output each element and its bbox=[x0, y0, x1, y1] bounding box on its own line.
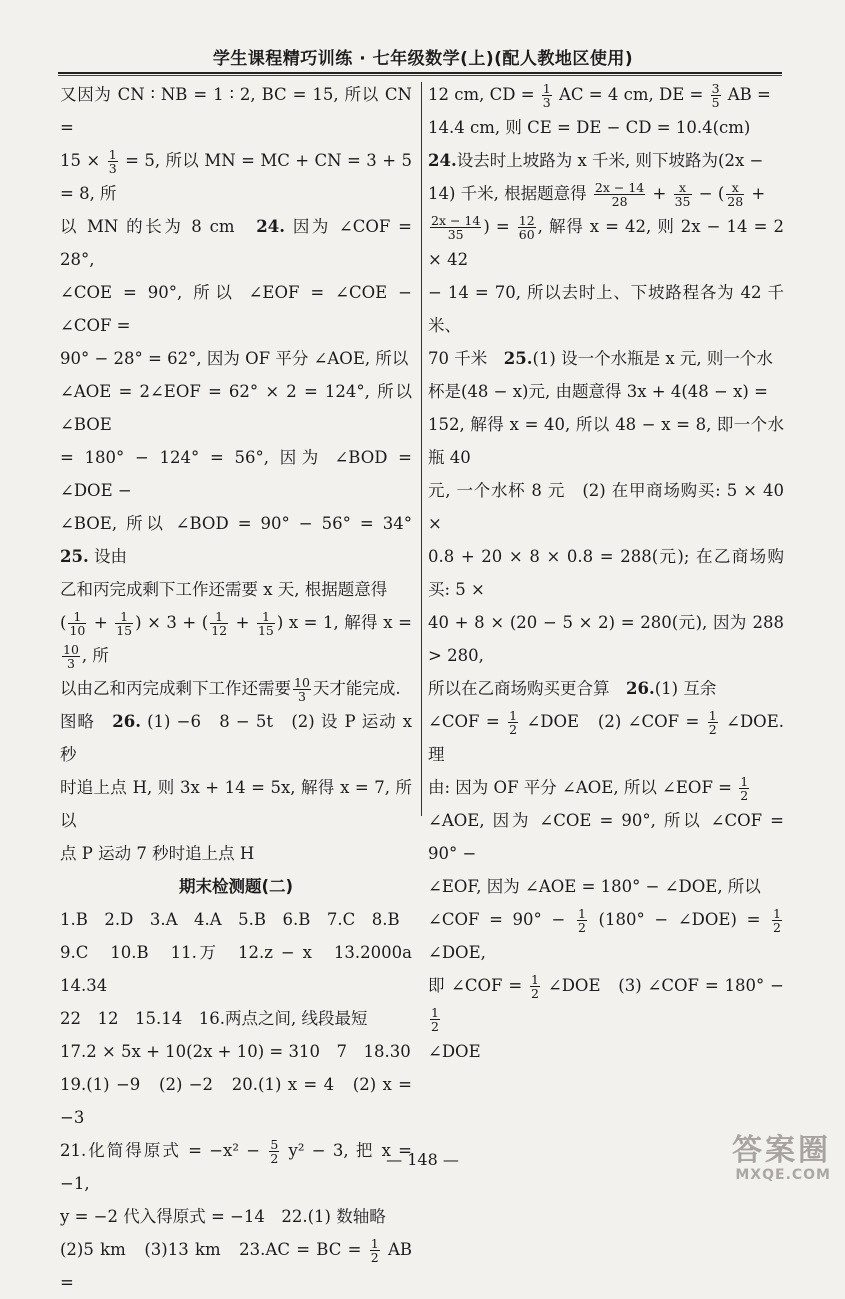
answer-line: y = −2 代入得原式 = −14 22.(1) 数轴略 bbox=[60, 1207, 386, 1226]
answer-line: 21.化简得原式 = −x² − $\frac{5}{2}$ y² − 3, 把 x = −1, bbox=[60, 1137, 412, 1193]
text-line: ∠COF = 90° − $\frac{1}{2}$ (180° − ∠DOE) = $\frac{1}{2}$ ∠DOE, bbox=[428, 906, 781, 962]
text-line: 14.4 cm, 则 CE = DE − CD = 10.4(cm) bbox=[428, 118, 751, 137]
watermark-url: MXQE.COM bbox=[735, 1167, 831, 1183]
question-number: 26. bbox=[112, 712, 141, 731]
fraction: $\frac{1}{15}$ bbox=[116, 609, 133, 638]
text-line: ∠COE = 90°, 所以 ∠EOF = ∠COE − ∠COF = bbox=[60, 283, 412, 335]
text-line: $\frac{2x - 14}{35}$ ) = $\frac{12}{60}$ , 解得 x = 42, 则 2x − 14 = 2 × 42 bbox=[428, 213, 784, 269]
fraction: $\frac{1}{2}$ bbox=[431, 1005, 439, 1034]
answer-line: 17.2 × 5x + 10(2x + 10) = 310 7 18.30 bbox=[60, 1042, 411, 1061]
watermark-logo bbox=[732, 1133, 831, 1183]
text-line: 152, 解得 x = 40, 所以 48 − x = 8, 即一个水瓶 40 bbox=[428, 415, 784, 467]
answer-line: 1.B 2.D 3.A 4.A 5.B 6.B 7.C 8.B bbox=[60, 910, 400, 929]
fraction: $\frac{1}{3}$ bbox=[542, 81, 551, 110]
text-line: 12 cm, CD = $\frac{1}{3}$ AC = 4 cm, DE = $\frac{3}{5}$ AB = bbox=[428, 81, 771, 110]
text-line: ( $\frac{1}{10}$ + $\frac{1}{15}$ ) × 3 + ( $\frac{1}{12}$ + $\frac{1}{15}$ ) x = 1, 解得 x = $\frac{10}{3}$ , 所 bbox=[60, 609, 412, 671]
question-number: 25. bbox=[503, 349, 533, 368]
text-line: 即 ∠COF = $\frac{1}{2}$ ∠DOE (3) ∠COF = 180° − $\frac{1}{2}$ bbox=[428, 972, 784, 1034]
fraction: $\frac{1}{2}$ bbox=[740, 774, 749, 803]
fraction: $\frac{1}{3}$ bbox=[108, 147, 117, 176]
text-line: 图略 26. (1) −6 8 − 5t (2) 设 P 运动 x 秒 bbox=[60, 712, 412, 764]
text-line: 0.8 + 20 × 8 × 0.8 = 288(元); 在乙商场购买: 5 × bbox=[428, 547, 784, 599]
text-line: 时追上点 H, 则 3x + 14 = 5x, 解得 x = 7, 所以 bbox=[60, 778, 412, 830]
fraction: $\frac{2x - 14}{28}$ bbox=[594, 180, 645, 209]
answer-line: 22 12 15.14 16.两点之间, 线段最短 bbox=[60, 1009, 368, 1028]
text-line: − 14 = 70, 所以去时上、下坡路程各为 42 千米、 bbox=[428, 283, 784, 335]
text-line: 90° − 28° = 62°, 因为 OF 平分 ∠AOE, 所以 bbox=[60, 349, 409, 368]
text-line: 40 + 8 × (20 − 5 × 2) = 280(元), 因为 288 > 280, bbox=[428, 613, 784, 665]
section-title: 期末检测题(二) bbox=[178, 877, 294, 896]
text-line: 所以在乙商场购买更合算 26.(1) 互余 bbox=[428, 679, 717, 698]
text-line: ∠COF = $\frac{1}{2}$ ∠DOE (2) ∠COF = $\frac{1}{2}$ ∠DOE. 理 bbox=[428, 708, 784, 764]
right-column bbox=[428, 78, 784, 1068]
fraction: $\frac{12}{60}$ bbox=[518, 213, 535, 242]
fraction: $\frac{1}{12}$ bbox=[211, 609, 228, 638]
fraction: $\frac{1}{2}$ bbox=[509, 708, 518, 737]
text-line: = 180° − 124° = 56°, 因为 ∠BOD = ∠DOE − bbox=[60, 448, 412, 500]
fraction: $\frac{1}{2}$ bbox=[531, 972, 539, 1001]
text-line: 14) 千米, 根据题意得 $\frac{2x - 14}{28}$ + $\frac{x}{35}$ − ( $\frac{x}{28}$ + bbox=[428, 180, 766, 209]
text-line: ∠DOE bbox=[428, 1042, 481, 1061]
fraction: $\frac{2x - 14}{35}$ bbox=[431, 213, 481, 242]
fraction: $\frac{x}{28}$ bbox=[727, 180, 744, 209]
text-line: 15 × $\frac{1}{3}$ = 5, 所以 MN = MC + CN = 3 + 5 = 8, 所 bbox=[60, 147, 412, 203]
text-line: 元, 一个水杯 8 元 (2) 在甲商场购买: 5 × 40 × bbox=[428, 481, 784, 533]
watermark-text: 答案圈 bbox=[732, 1133, 831, 1168]
text-line: 点 P 运动 7 秒时追上点 H bbox=[60, 844, 255, 863]
text-line: ∠BOE, 所以 ∠BOD = 90° − 56° = 34° 25. 设由 bbox=[60, 514, 429, 566]
question-number: 24. bbox=[428, 151, 457, 170]
text-line: 由: 因为 OF 平分 ∠AOE, 所以 ∠EOF = $\frac{1}{2}$ bbox=[428, 774, 749, 803]
text-line: ∠EOF, 因为 ∠AOE = 180° − ∠DOE, 所以 bbox=[428, 877, 761, 896]
fraction: $\frac{10}{3}$ bbox=[63, 642, 79, 671]
answer-line: 9.C 10.B 11.万 12.z − x 13.2000a 14.34 bbox=[60, 943, 429, 995]
text-line: ∠AOE = 2∠EOF = 62° × 2 = 124°, 所以 ∠BOE bbox=[60, 382, 412, 434]
text-line: 70 千米 25.(1) 设一个水瓶是 x 元, 则一个水 bbox=[428, 349, 773, 368]
question-number: 25. bbox=[60, 547, 89, 566]
fraction: $\frac{x}{35}$ bbox=[674, 180, 691, 209]
running-header: 学生课程精巧训练 · 七年级数学(上)(配人教地区使用) bbox=[212, 49, 634, 69]
text-line: 杯是(48 − x)元, 由题意得 3x + 4(48 − x) = bbox=[428, 382, 768, 401]
fraction: $\frac{3}{5}$ bbox=[711, 81, 720, 110]
text-line: 乙和丙完成剩下工作还需要 x 天, 根据题意得 bbox=[60, 580, 388, 599]
text-line: 又因为 CN ∶ NB = 1 ∶ 2, BC = 15, 所以 CN = bbox=[60, 85, 412, 137]
answer-line: 19.(1) −9 (2) −2 20.(1) x = 4 (2) x = −3 bbox=[60, 1075, 412, 1127]
fraction: $\frac{1}{10}$ bbox=[69, 609, 86, 638]
text-line: 以 MN 的长为 8 cm 24. 因为 ∠COF = 28°, bbox=[60, 217, 412, 269]
column-divider bbox=[421, 82, 422, 816]
text-line: 24.设去时上坡路为 x 千米, 则下坡路为(2x − bbox=[428, 151, 764, 170]
fraction: $\frac{5}{2}$ bbox=[270, 1137, 279, 1166]
fraction: $\frac{1}{2}$ bbox=[577, 906, 586, 935]
text-line: ∠AOE, 因为 ∠COE = 90°, 所以 ∠COF = 90° − bbox=[428, 811, 784, 863]
text-line: 以由乙和丙完成剩下工作还需要 $\frac{10}{3}$ 天才能完成. bbox=[60, 675, 401, 704]
question-number: 26. bbox=[626, 679, 655, 698]
fraction: $\frac{1}{15}$ bbox=[257, 609, 274, 638]
fraction: $\frac{1}{2}$ bbox=[773, 906, 781, 935]
fraction: $\frac{10}{3}$ bbox=[294, 675, 310, 704]
page-number: — 148 — bbox=[386, 1150, 459, 1169]
fraction: $\frac{1}{2}$ bbox=[708, 708, 717, 737]
question-number: 24. bbox=[256, 217, 285, 236]
fraction: $\frac{1}{2}$ bbox=[370, 1236, 379, 1265]
header-rule-thin bbox=[58, 75, 782, 76]
answer-line: (2)5 km (3)13 km 23.AC = BC = $\frac{1}{2}$ AB = bbox=[60, 1236, 412, 1292]
header-rule bbox=[58, 72, 782, 74]
